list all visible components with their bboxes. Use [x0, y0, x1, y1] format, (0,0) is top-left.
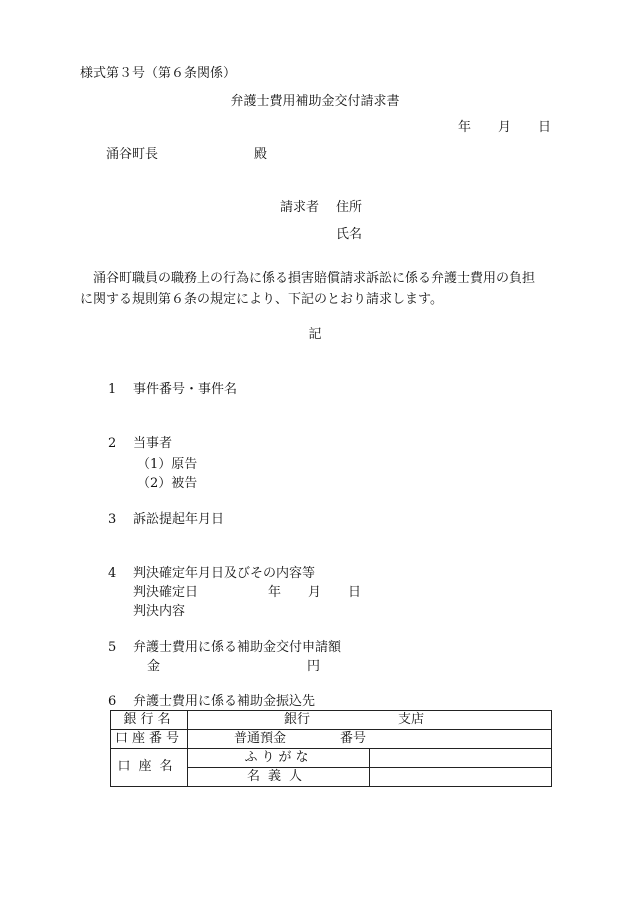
bank-label-cell: 銀行名	[111, 711, 188, 730]
item-6-label: 弁護士費用に係る補助金振込先	[133, 694, 316, 709]
item-4-content-label: 判決内容	[133, 604, 186, 619]
account-number-label-cell: 口座番号	[111, 730, 188, 749]
bank-value-cell[interactable]	[188, 711, 552, 730]
date-month-label: 月	[498, 120, 512, 135]
item-5-number: 5	[108, 640, 117, 655]
bank-row	[111, 711, 552, 730]
addressee-name: 涌谷町長	[106, 147, 159, 162]
account-table	[110, 710, 552, 787]
holder-value-cell[interactable]	[370, 768, 552, 787]
item-3-label: 訴訟提起年月日	[133, 512, 225, 527]
furigana-value-cell[interactable]	[370, 749, 552, 768]
furigana-label-cell: ふりがな	[188, 749, 370, 768]
body-paragraph	[80, 268, 560, 310]
item-4-day: 日	[348, 585, 362, 600]
item-4-date-label: 判決確定日	[133, 585, 199, 600]
bank-text: 銀行	[284, 712, 311, 727]
date-year-label: 年	[458, 120, 472, 135]
holder-label-cell: 名義人	[188, 768, 370, 787]
addressee-honorific: 殿	[254, 147, 268, 162]
item-4-number: 4	[108, 566, 117, 581]
item-6-number: 6	[108, 694, 117, 709]
form-number: 様式第３号（第６条関係）	[80, 66, 237, 81]
requester-name-label: 氏名	[336, 227, 363, 242]
account-type-text: 普通預金	[234, 731, 287, 746]
requester-address-label: 住所	[336, 200, 363, 215]
item-5-kin: 金	[147, 659, 161, 674]
item-4-year: 年	[268, 585, 282, 600]
account-number-row	[111, 730, 552, 749]
item-2-plaintiff: （1）原告	[137, 457, 198, 472]
form-title: 弁護士費用補助金交付請求書	[230, 94, 400, 109]
item-5-label: 弁護士費用に係る補助金交付申請額	[133, 640, 342, 655]
body-line-1: 涌谷町職員の職務上の行為に係る損害賠償請求訴訟に係る弁護士費用の負担	[93, 271, 536, 286]
number-text: 番号	[340, 731, 367, 746]
item-4-label: 判決確定年月日及びその内容等	[133, 566, 316, 581]
item-1-number: 1	[108, 382, 117, 397]
date-day-label: 日	[538, 120, 552, 135]
item-3-number: 3	[108, 512, 117, 527]
item-4-month: 月	[308, 585, 322, 600]
item-5-yen: 円	[307, 659, 321, 674]
branch-text: 支店	[398, 712, 425, 727]
ki-heading: 記	[308, 327, 322, 342]
item-2-number: 2	[108, 436, 117, 451]
item-2-label: 当事者	[133, 436, 173, 451]
body-line-2: に関する規則第６条の規定により、下記のとおり請求します。	[80, 292, 443, 307]
item-2-defendant: （2）被告	[137, 476, 198, 491]
item-1-label: 事件番号・事件名	[133, 382, 238, 397]
account-number-value-cell[interactable]	[188, 730, 552, 749]
requester-label: 請求者	[280, 200, 320, 215]
account-name-label-cell: 口座名	[111, 749, 188, 787]
furigana-row	[111, 749, 552, 768]
